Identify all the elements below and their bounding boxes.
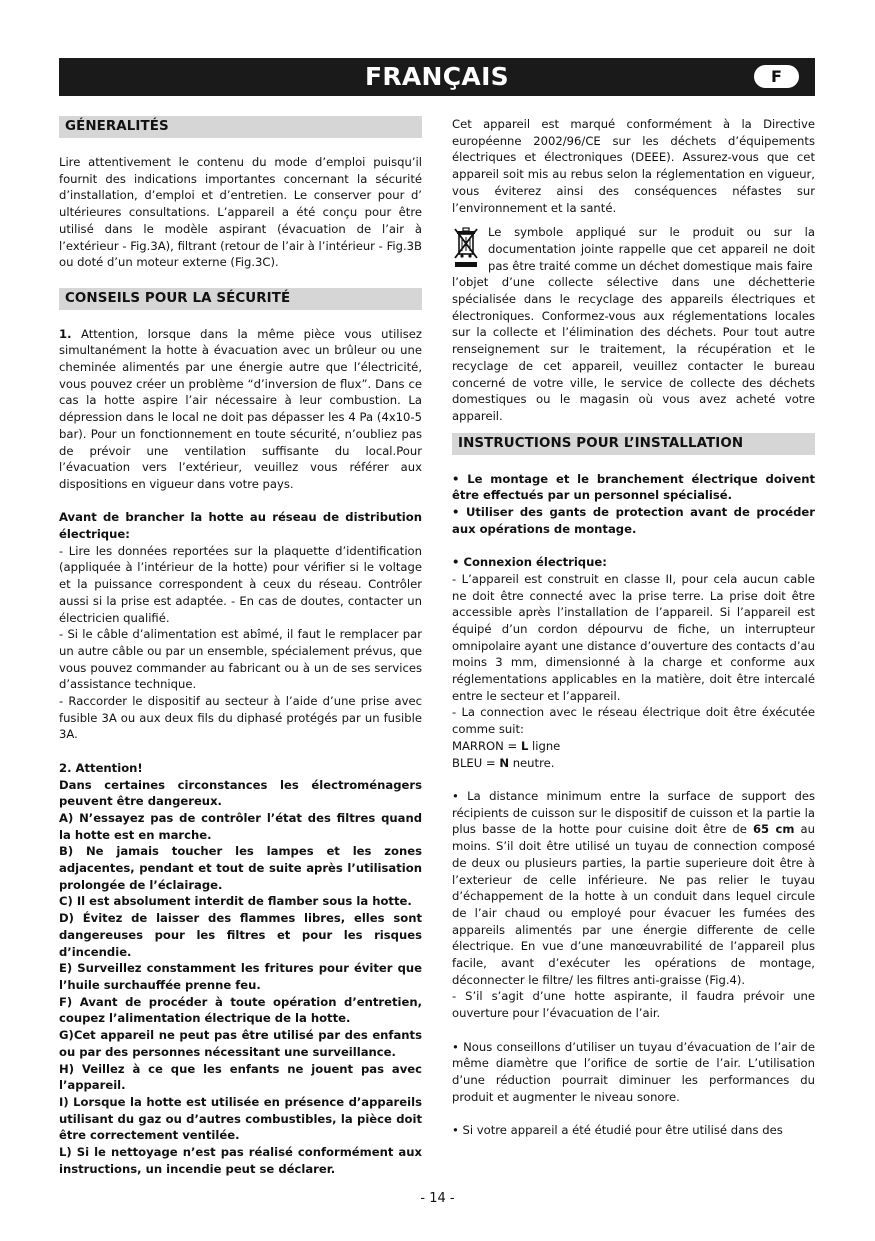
symbol-paragraph: Le symbole appliqué sur le produit ou sur la documentation jointe rappelle que cet appareil ne doit pas être traité comme un déchet domestique mais faire — [488, 225, 815, 273]
connection-item: - La connection avec le réseau électrique doit être éxécutée comme suit: — [452, 705, 815, 737]
attention-item: B) Ne jamais toucher les lampes et les zones adjacentes, pendant et tout de suite après l’utilisation prolongée de l’éclairage. — [59, 844, 422, 892]
attention-item: L) Si le nettoyage n’est pas réalisé conformément aux instructions, un incendie peut se déclarer. — [59, 1145, 422, 1176]
deee-paragraph: Cet appareil est marqué conformément à la Directive européenne 2002/96/CE sur les déchets d’équipements électriques et électroniques (DEEE). Assurez-vous que cet appareil soit mis au rebus selon la réglementation en vigueur, vous éviterez ainsi des conséquences néfastes sur l’environnement et la santé. — [452, 117, 815, 215]
safety-paragraph-1: 1. Attention, lorsque dans la même pièce vous utilisez simultanément la hotte à évacuation avec un brûleur ou une cheminée alimentés par une énergie autre que l’électricité, vous pouvez créer un problème “d’inversion de flux”. Dans ce cas la hotte aspire l’air nécessaire à leur combustion. La dépression dans le local ne doit pas dépasser les 4 Pa (4x10-5 bar). Pour un fonctionnement en toute sécurité, n’oubliez pas de prévoir une ventilation suffisante du local.Pour l’évacuation vers l’extérieur, veuillez vous référer aux dispositions en vigueur dans votre pays. — [59, 326, 422, 491]
section-heading-securite: CONSEILS POUR LA SÉCURITÉ — [59, 288, 422, 310]
wire-marron: MARRON = L ligne — [452, 738, 561, 753]
safety-number: 1. — [59, 326, 72, 341]
section-heading-installation: INSTRUCTIONS POUR L’INSTALLATION — [452, 433, 815, 455]
attention-item: C) Il est absolument interdit de flamber sous la hotte. — [59, 894, 412, 909]
attention-item: E) Surveillez constamment les fritures pour éviter que l’huile surchauffée prenne feu. — [59, 961, 422, 992]
section-heading-generalites: GÉNERALITÉS — [59, 116, 422, 138]
connection-heading: • Connexion électrique: — [452, 555, 607, 570]
attention-item: G)Cet appareil ne peut pas être utilisé par des enfants ou par des personnes nécessitant une surveillance. — [59, 1028, 422, 1059]
distance-paragraph: • La distance minimum entre la surface de support des récipients de cuisson sur le dispositif de cuisson et la partie la plus basse de la hotte pour cuisine doit être de 65 cm au moins. S’il doit être utilisé un tuyau de connection composé de deux ou plusieurs parties, la partie superieure doit être à l’exterieur de celle inférieure. Ne pas relier le tuyau d’échappement de la hotte à un conduit dans lequel circule de l’air chaud ou employé pour évacuer les fumées des appareils alimentés par une énergie differente de celle électrique. En vue d’une manœuvrabilité de l’appareil plus facile, avant d’exécuter les opérations de montage, déconnecter le filtre/ les filtres anti-graisse (Fig.4). — [452, 788, 815, 987]
recycling-paragraph: l’objet d’une collecte sélective dans une déchetterie spécialisée dans le recyclage des appareils électriques et électroniques. Conformez-vous aux réglementations locales sur la collecte et l’élimination des déchets. Pour tout autre renseignement sur le traitement, la récupération et le recyclage de cet appareil, veuillez contacter le bureau concerné de votre ville, le service de collecte des déchets domestiques ou le magasin où vous avez acheté votre appareil. — [452, 275, 815, 423]
left-column — [59, 116, 422, 1177]
right-column — [452, 116, 815, 1139]
attention-heading: 2. Attention! — [59, 760, 143, 775]
attention-item: I) Lorsque la hotte est utilisée en présence d’appareils utilisant du gaz ou d’autres combustibles, la pièce doit être correctement ventilée. — [59, 1094, 422, 1143]
branch-item: - Raccorder le dispositif au secteur à l’aide d’une prise avec fusible 3A ou aux deux fils du diphasé protégés par un fusible 3A. — [59, 694, 422, 742]
connection-item: - L’appareil est construit en classe II, pour cela aucun cable ne doit être connecté avec la prise terre. La prise doit être accessible après l’installation de l’appareil. Si l’appareil est équipé d’un cordon dépourvu de fiche, un interrupteur omnipolaire ayant une distance d’ouverture des contacts d’au moins 3 mm, dimensionné à la charge et conforme aux réglementations applicables en la matière, doit être intercalé entre le secteur et l’appareil. — [452, 571, 815, 703]
attention-item: F) Avant de procéder à toute opération d’entretien, coupez l’alimentation électrique de la hotte. — [59, 994, 422, 1026]
page-title: FRANÇAIS — [364, 62, 509, 91]
install-bullet: • Utiliser des gants de protection avant de procéder aux opérations de montage. — [452, 505, 815, 536]
wire-bleu: BLEU = N neutre. — [452, 755, 555, 770]
branch-heading: Avant de brancher la hotte au réseau de distribution électrique: — [59, 510, 422, 542]
weee-symbol-block — [452, 224, 815, 274]
last-paragraph: • Si votre appareil a été étudié pour être utilisé dans des — [452, 1123, 783, 1138]
attention-item: D) Évitez de laisser des flammes libres, elles sont dangereuses pour les filtres et pour les risques d’incendie. — [59, 911, 422, 959]
attention-subheading: Dans certaines circonstances les électroménagers peuvent être dangereux. — [59, 777, 422, 809]
branch-item: - Lire les données reportées sur la plaquette d’identification (appliquée à l’intérieur de la hotte) pour vérifier si le voltage et la puissance correspondent à ceux du réseau. Contrôler aussi si la prise est adaptée. - En cas de doutes, contacter un électricien qualifié. — [59, 543, 422, 625]
install-bullet: • Le montage et le branchement électrique doivent être effectués par un personnel spécialisé. — [452, 471, 815, 503]
branch-item: - Si le câble d’alimentation est abîmé, il faut le remplacer par un autre câble ou par un ensemble, spécialement prévus, que vous pouvez commander au fabricant ou à un de ses services d’assistance technique. — [59, 627, 422, 692]
language-badge: F — [752, 63, 801, 90]
generalites-paragraph: Lire attentivement le contenu du mode d’emploi puisqu’il fournit des indications importantes concernant la sécurité d’installation, d’emploi et d’entretien. Le conserver pour d’ ultérieures consultations. L’appareil a été conçu pour être utilisé dans le modèle aspirant (évacuation de l’air à l’extérieur - Fig.3A), filtrant (retour de l’air à l’intérieur - Fig.3B ou doté d’un moteur externe (Fig.3C). — [59, 155, 422, 270]
language-banner — [59, 58, 815, 96]
attention-item: A) N’essayez pas de contrôler l’état des filtres quand la hotte est en marche. — [59, 810, 422, 842]
crossed-out-bin-icon — [452, 226, 480, 268]
pipe-paragraph: • Nous conseillons d’utiliser un tuyau d’évacuation de l’air de même diamètre que l’orifice de sortie de l’air. L’utilisation d’une réduction pourrait diminuer les performances du produit et augmenter le niveau sonore. — [452, 1039, 815, 1104]
page-number: - 14 - — [420, 1191, 455, 1206]
attention-item: H) Veillez à ce que les enfants ne jouent pas avec l’appareil. — [59, 1061, 422, 1093]
distance-item: - S’il s’agit d’une hotte aspirante, il faudra prévoir une ouverture pour l’évacuation de l’air. — [452, 989, 815, 1021]
